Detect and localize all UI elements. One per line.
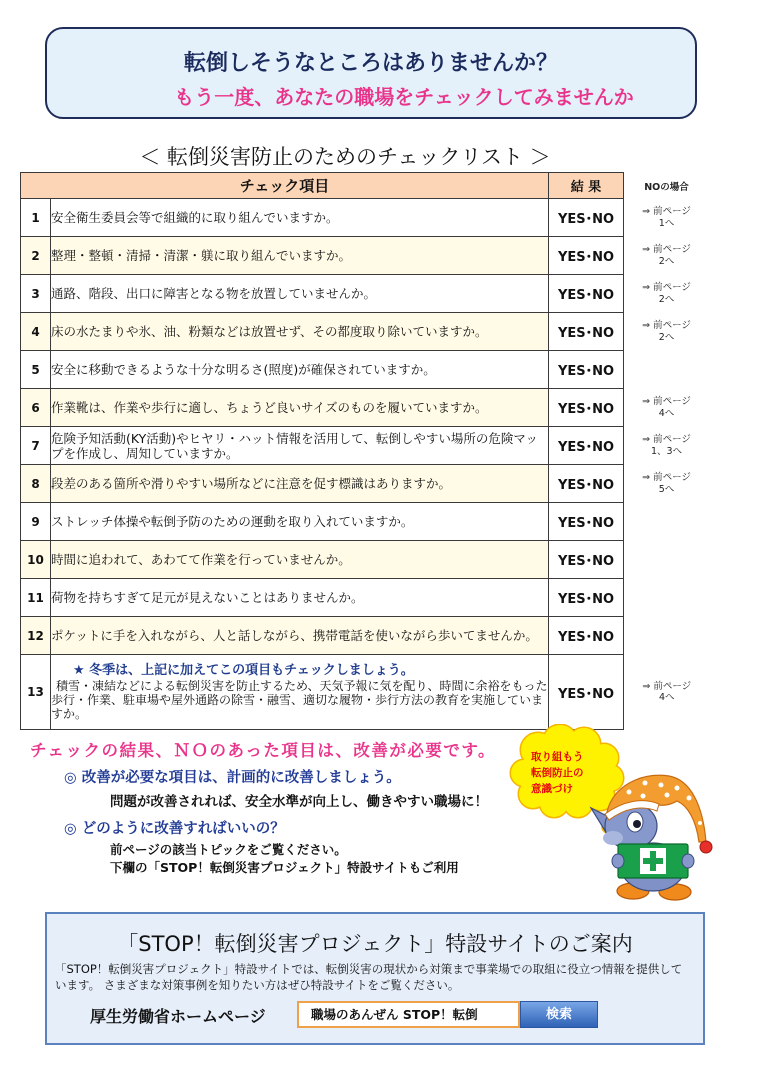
note-arrow-line: ⇒ 前ページ (642, 396, 691, 407)
improvement-point-body: 問題が改善されれば、安全水準が向上し、働きやすい職場に！ (110, 794, 488, 810)
row-number: 7 (21, 427, 51, 465)
row-number: 9 (21, 503, 51, 541)
note-page-line: 4へ (658, 407, 675, 419)
reference-note (624, 465, 710, 503)
note-page-line: 2へ (658, 331, 675, 343)
check-item-winter (51, 655, 549, 730)
row-number: 3 (21, 275, 51, 313)
check-item-text: 通路、階段、出口に障害となる物を放置していませんか。 (51, 275, 549, 313)
table-header-row (21, 173, 710, 199)
winter-notice: ★ 冬季は、上記に加えてこの項目もチェックしましょう。 (73, 663, 414, 678)
conclusion-headline: チェックの結果、ＮＯのあった項目は、改善が必要です。 (30, 741, 497, 760)
bubble-line: 転倒防止の (531, 767, 584, 779)
table-row (21, 389, 710, 427)
check-item-text: 危険予知活動(KY活動)やヒヤリ・ハット情報を活用して、転倒しやすい場所の危険マップを作成し、周知していますか。 (51, 427, 549, 465)
bubble-line: 意識づけ (531, 783, 573, 795)
result-yes-no: YES･NO (549, 389, 624, 427)
table-row (21, 541, 710, 579)
hero-subtitle: もう一度、あなたの職場をチェックしてみませんか (174, 85, 634, 109)
note-page-line: 2へ (658, 293, 675, 305)
row-number: 6 (21, 389, 51, 427)
hat-dot (659, 783, 664, 788)
hero-banner (45, 27, 697, 119)
row-number: 5 (21, 351, 51, 389)
check-item-text: 時間に追われて、あわてて作業を行っていませんか。 (51, 541, 549, 579)
reference-note (624, 579, 710, 617)
search-button[interactable]: 検索 (520, 1001, 598, 1028)
header-result: 結 果 (549, 173, 624, 199)
note-arrow-line: ⇒ 前ページ (642, 282, 691, 293)
check-item-text: ポケットに手を入れながら、人と話しながら、携帯電話を使いながら歩いてませんか。 (51, 617, 549, 655)
header-check-item: チェック項目 (21, 173, 549, 199)
hat-dot (665, 793, 670, 798)
hero-title: 転倒しそうなところはありませんか？ (183, 51, 558, 76)
search-label: 厚生労働省ホームページ (90, 1007, 266, 1026)
reference-note (624, 275, 710, 313)
header-if-no: NOの場合 (644, 181, 689, 193)
check-item-text: 作業靴は、作業や歩行に適し、ちょうど良いサイズのものを履いていますか。 (51, 389, 549, 427)
hat-pompom (700, 841, 712, 853)
table-row (21, 617, 710, 655)
reference-note (624, 389, 710, 427)
check-item-text: 積雪・凍結などによる転倒災害を防止するため、天気予報に気を配り、時間に余裕をもった歩行・作業、駐車場や屋外通路の除雪・融雪、適切な履物・歩行方法の教育を実施していますか。 (51, 679, 548, 721)
row-number: 2 (21, 237, 51, 275)
improvement-point-title: ◎ 改善が必要な項目は、計画的に改善しましょう。 (64, 770, 401, 786)
result-yes-no: YES･NO (549, 313, 624, 351)
note-arrow-line: ⇒ 前ページ (642, 244, 691, 255)
note-page-line: 1、3へ (650, 445, 683, 457)
result-yes-no: YES･NO (549, 541, 624, 579)
check-item-text: 荷物を持ちすぎて足元が見えないことはありませんか。 (51, 579, 549, 617)
note-page-line: 5へ (658, 483, 675, 495)
note-page-line: 1へ (658, 217, 675, 229)
result-yes-no: YES･NO (549, 199, 624, 237)
reference-note (624, 427, 710, 465)
hat-dot (643, 781, 648, 786)
green-cross-icon (643, 858, 663, 864)
reference-note (624, 237, 710, 275)
row-number: 11 (21, 579, 51, 617)
result-yes-no: YES･NO (549, 579, 624, 617)
special-site-info-box (45, 912, 705, 1045)
hat-dot (641, 794, 646, 799)
table-row (21, 579, 710, 617)
table-row (21, 503, 710, 541)
mascot-pupil (633, 820, 641, 828)
check-item-text: 安全に移動できるような十分な明るさ(照度)が確保されていますか。 (51, 351, 549, 389)
table-row (21, 427, 710, 465)
table-row (21, 351, 710, 389)
check-item-text: 整理・整頓・清掃・清潔・躾に取り組んでいますか。 (51, 237, 549, 275)
how-to-improve-line: 前ページの該当トピックをご覧ください。 (110, 842, 347, 857)
note-arrow-line: ⇒ 前ページ (642, 434, 691, 445)
hat-dot (675, 786, 680, 791)
check-item-text: 安全衛生委員会等で組織的に取り組んでいますか。 (51, 199, 549, 237)
reference-note (624, 503, 710, 541)
result-yes-no: YES･NO (549, 465, 624, 503)
checklist-table (20, 172, 710, 730)
reference-note (624, 541, 710, 579)
result-yes-no: YES･NO (549, 427, 624, 465)
mascot-right-hand (682, 854, 694, 868)
reference-note (624, 351, 710, 389)
search-input[interactable]: 職場のあんぜん STOP！転倒 (297, 1001, 520, 1028)
note-page-line: 2へ (658, 255, 675, 267)
result-yes-no: YES･NO (549, 617, 624, 655)
table-row (21, 465, 710, 503)
mascot-illustration (585, 768, 720, 905)
note-arrow-line: ⇒ 前ページ (642, 320, 691, 331)
reference-note (624, 655, 710, 730)
row-number: 10 (21, 541, 51, 579)
special-site-description: 「STOP！転倒災害プロジェクト」特設サイトでは、転倒災害の現状から対策まで事業場での取組に役立つ情報を提供しています。 さまざまな対策事例を知りたい方はぜひ特設サイトをご覧ください。 (55, 962, 683, 992)
mascot-snout (603, 831, 623, 845)
table-row (21, 313, 710, 351)
result-yes-no: YES･NO (549, 237, 624, 275)
check-item-text: 床の水たまりや氷、油、粉類などは放置せず、その都度取り除いていますか。 (51, 313, 549, 351)
table-row (21, 237, 710, 275)
reference-note (624, 313, 710, 351)
table-row (21, 199, 710, 237)
how-to-improve-line: 下欄の「STOP！転倒災害プロジェクト」特設サイトもご利用 (110, 860, 459, 875)
hat-dot (627, 790, 632, 795)
note-arrow-line: ⇒ 前ページ (642, 472, 691, 483)
how-to-improve-title: ◎ どのように改善すればいいの？ (64, 821, 285, 837)
result-yes-no: YES･NO (549, 275, 624, 313)
table-row-winter (21, 655, 710, 730)
bubble-line: 取り組もう (531, 751, 584, 763)
mascot-left-hand (612, 854, 624, 868)
reference-note (624, 617, 710, 655)
row-number: 12 (21, 617, 51, 655)
checklist-title: ＜ 転倒災害防止のためのチェックリスト ＞ (139, 145, 551, 169)
note-arrow-line: ⇒ 前ページ (642, 206, 691, 217)
note-page-line: 4へ (658, 692, 675, 703)
result-yes-no: YES･NO (549, 503, 624, 541)
row-number: 1 (21, 199, 51, 237)
reference-note (624, 199, 710, 237)
row-number: 4 (21, 313, 51, 351)
row-number: 8 (21, 465, 51, 503)
note-arrow-line: ⇒ 前ページ (642, 680, 692, 692)
hat-dot (687, 796, 692, 801)
result-yes-no: YES･NO (549, 351, 624, 389)
green-cross-sign (618, 844, 688, 878)
hat-dot (698, 821, 702, 825)
table-row (21, 275, 710, 313)
result-yes-no: YES･NO (549, 655, 624, 730)
special-site-title: 「STOP！転倒災害プロジェクト」特設サイトのご案内 (117, 932, 633, 956)
row-number: 13 (21, 655, 51, 730)
check-item-text: 段差のある箇所や滑りやすい場所などに注意を促す標識はありますか。 (51, 465, 549, 503)
thought-bubble-text (531, 749, 584, 797)
check-item-text: ストレッチ体操や転倒予防のための運動を取り入れていますか。 (51, 503, 549, 541)
